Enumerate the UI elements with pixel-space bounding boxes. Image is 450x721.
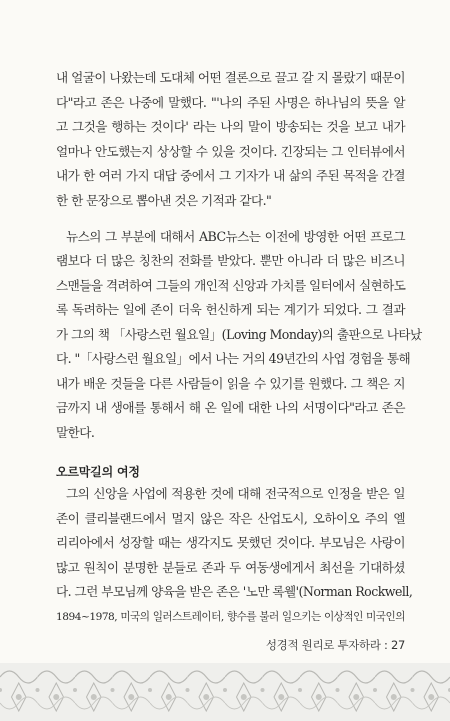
text-line: 얼마나 안도했는지 상상할 수 있을 것이다. 긴장되는 그 인터뷰에서 [56,144,405,159]
text-line: 록 독려하는 일에 존이 더욱 헌신하게 되는 계기가 되었다. 그 결과 [56,302,405,317]
text-line: 내 얼굴이 나왔는데 도대체 어떤 결론으로 끌고 갈 지 몰랐기 때문이 [56,70,405,85]
text-line: 고 그것을 행하는 것이다' 라는 나의 말이 방송되는 것을 보고 내가 [56,119,405,134]
running-footer: 성경적 원리로 투자하라 : 27 [265,638,405,652]
text-line: 리리아에서 성장할 때는 생각지도 못했던 것이다. 부모님은 사랑이 [56,535,405,550]
text-line: 다. 그런 부모님께 양육을 받은 존은 '노만 록웰'(Norman Rockwell, [56,584,413,599]
text-line: 다"라고 존은 나중에 말했다. "'나의 주된 사명은 하나님의 뜻을 알 [56,95,405,110]
text-line: 한 한 문장으로 뽑아낸 것은 기적과 같다." [56,193,272,208]
section-heading: 오르막길의 여정 [56,465,140,479]
text-line: 가 그의 책 「사랑스런 월요일」(Loving Monday)의 출판으로 나타났 [56,327,422,342]
text-line: 내가 한 여러 가지 대답 중에서 그 기자가 내 삶의 주된 목적을 간결 [56,168,405,183]
text-line: 금까지 내 생애를 통해서 해 온 일에 대한 나의 서명이다"라고 존은 [56,400,405,415]
text-line: 존이 클리블랜드에서 멀지 않은 작은 산업도시, 오하이오 주의 엘 [56,511,405,526]
text-line: 내가 배운 것들을 다른 사람들이 읽을 수 있기를 원했다. 그 책은 지 [56,376,405,391]
text-line: 뉴스의 그 부분에 대해서 ABC뉴스는 이전에 방영한 어떤 프로그 [66,229,405,244]
text-line: 그의 신앙을 사업에 적용한 것에 대해 전국적으로 인정을 받은 일 [66,486,405,501]
text-line: 램보다 더 많은 칭찬의 전화를 받았다. 뿐만 아니라 더 많은 비즈니 [56,253,405,268]
text-line: 말한다. [56,425,95,440]
text-line: 많고 원칙이 분명한 분들로 존과 두 여동생에게서 최선을 기대하셨 [56,560,405,575]
text-line: 스맨들을 격려하여 그들의 개인적 신앙과 가치를 일터에서 실현하도 [56,278,406,293]
text-line: 1894~1978, 미국의 일러스트레이터, 향수를 불러 일으키는 이상적인 미국인의 [56,611,405,623]
text-line: 다. "「사랑스런 월요일」에서 나는 거의 49년간의 사업 경험을 통해 [56,351,411,366]
decorative-border [0,663,450,721]
